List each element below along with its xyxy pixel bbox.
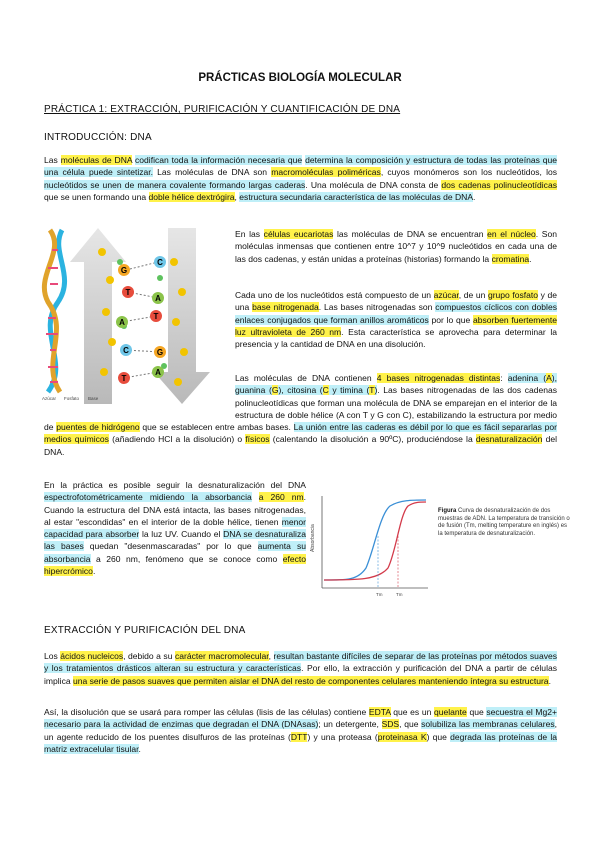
p7-segment: DTT — [290, 731, 308, 742]
p5-segment: . Cuando la estructura del DNA está intacta, las bases nitrogenadas, al estar "escondidas" en el interior de la doble hélice, tienen — [44, 492, 307, 527]
p4-segment: Las moléculas de DNA contienen — [235, 373, 377, 383]
p6-segment: , debido a su — [123, 651, 175, 661]
page-title: PRÁCTICAS BIOLOGÍA MOLECULAR — [198, 72, 402, 84]
p6-segment: resultan bastante difíciles de separar de las proteínas por métodos suaves y los tratamientos drásticos alteran su estructura y características — [44, 651, 557, 674]
p4-segment: del DNA. — [44, 434, 558, 457]
p7-segment: , un agente reducido de los puentes disulfuros de las proteínas ( — [44, 719, 557, 742]
p5-segment: quedan "desenmascaradas" por lo que — [83, 541, 258, 552]
svg-text:T: T — [125, 288, 131, 297]
paragraph-7 — [44, 706, 557, 755]
melting-curve-chart — [308, 492, 432, 604]
section-heading-practica-1: PRÁCTICA 1: EXTRACCIÓN, PURIFICACIÓN Y CUANTIFICACIÓN DE DNA — [44, 104, 401, 115]
chart-tm1: Tm — [376, 592, 383, 597]
p1-segment: . — [473, 191, 476, 202]
p2-segment: cromatina — [491, 253, 530, 264]
paragraph-5 — [44, 479, 306, 577]
p1-segment: moléculas de DNA — [60, 155, 133, 165]
paragraph-6 — [44, 650, 557, 687]
p2-segment: En las — [235, 229, 264, 239]
p2-segment: células eucariotas — [263, 229, 334, 239]
paragraph-1 — [44, 154, 557, 203]
p7-segment: ) que — [426, 731, 451, 742]
svg-text:A: A — [155, 368, 161, 377]
p5-segment: a 260 nm, fenómeno que se conoce como — [90, 553, 283, 564]
paragraph-3 — [235, 289, 557, 350]
p7-segment: SDS — [381, 719, 400, 730]
p1-segment: . Una molécula de DNA consta de — [305, 179, 442, 190]
p7-segment: quelante — [434, 707, 467, 717]
section-2-heading: EXTRACCIÓN Y PURIFICACIÓN DEL DNA — [44, 625, 246, 636]
p7-segment: ; un detergente, — [318, 719, 382, 730]
paragraph-2 — [235, 228, 557, 265]
svg-text:C: C — [123, 346, 129, 355]
p4-segment: La unión entre las caderas es débil por lo que es fácil separarlas por — [293, 422, 557, 433]
p4-segment: (añadiendo HCl a la disolución) o — [108, 434, 246, 445]
p4-segment: : — [500, 373, 508, 383]
p7-segment: Así, la disolución que se usará para romper las células (lisis de las células) contiene — [44, 707, 369, 717]
p3-segment: absorben fuertemente luz ultravioleta de 260 nm — [235, 314, 558, 337]
p5-segment — [252, 492, 259, 502]
p4-segment: A — [546, 373, 552, 383]
p1-segment: que se unen formando una — [44, 191, 149, 202]
p7-segment: , que — [399, 719, 422, 730]
p4-segment: (calentando la disolución a 90ºC), produciéndose la — [269, 434, 476, 445]
p4-segment: y timina ( — [328, 385, 370, 396]
p4-segment: ), citosina ( — [278, 385, 323, 396]
p4-segment: medios químicos — [44, 434, 109, 445]
p1-segment: macromoléculas poliméricas — [271, 167, 381, 178]
p5-segment: DNA se desnaturaliza las bases — [44, 529, 306, 552]
svg-text:A: A — [155, 294, 161, 303]
p4-segment: puentes de hidrógeno — [56, 422, 140, 433]
p7-segment: secuestra el Mg2+ necesario para la actividad de enzimas que degradan el DNA (DNAsas) — [44, 707, 558, 730]
svg-text:T: T — [153, 312, 159, 321]
p4-segment: ), guanina ( — [235, 373, 558, 396]
p3-segment: grupo fosfato — [487, 290, 539, 300]
p1-segment: codifican toda la información necesaria que — [135, 155, 303, 165]
p7-segment: ) y una proteasa ( — [307, 731, 378, 742]
p4-segment: adenina ( — [507, 373, 547, 383]
figure-caption — [438, 508, 570, 538]
p4-segment: que se establecen entre ambas bases. — [139, 422, 294, 433]
p4-segment: 4 bases nitrogenadas distintas — [376, 373, 501, 383]
p5-segment: aumenta su absorbancia — [44, 541, 306, 564]
legend-sugar: Azúcar — [42, 396, 57, 401]
p5-segment: espectrofotométricamente midiendo la absorbancia — [44, 492, 252, 503]
p6-segment: ácidos nucleicos — [60, 651, 124, 661]
p3-segment: y de una — [235, 290, 557, 313]
p2-segment: en el núcleo — [487, 229, 536, 239]
curve-sample-1 — [324, 500, 426, 580]
p6-segment: , — [268, 651, 274, 661]
svg-text:G: G — [156, 348, 164, 357]
p3-segment: base nitrogenada — [252, 302, 319, 313]
p3-segment: , de un — [458, 290, 488, 300]
chart-ylabel: Absorbancia — [310, 524, 316, 552]
p1-segment: , — [234, 191, 240, 202]
p3-segment: . Esta característica se aprovecha para determinar la presencia y la cantidad de DNA en una disolución. — [235, 326, 557, 350]
p4-segment: . Las bases nitrogenadas de las dos cadenas polinucleotídicas que forman una molécula de DNA se emparejan en el interior de la estructura de doble hélice (A con T y G con C), estabilizando la estructura por medio de — [44, 385, 558, 433]
p2-segment: . Son moléculas inmensas que contienen entre 10^7 y 10^9 nucleótidos en cada una de las dos cadenas, y están unidas a proteínas (historias) formando la — [235, 229, 557, 264]
p3-segment: compuestos cíclicos con dobles enlaces conjugados que forman anillos aromáticos — [235, 302, 557, 325]
p5-segment: menor capacidad para absorber — [44, 516, 306, 540]
p5-segment: la luz UV. Cuando el — [139, 529, 224, 540]
p7-segment: solubiliza las membranas celulares — [421, 719, 555, 730]
svg-text:T: T — [121, 374, 127, 383]
legend-phosphate: Fosfato — [64, 396, 80, 401]
p4-segment: T — [369, 385, 375, 396]
p1-segment: estructura secundaria característica de las moléculas de DNA — [239, 191, 474, 202]
p1-segment: doble hélice dextrógira — [148, 191, 235, 202]
svg-text:C: C — [157, 258, 163, 267]
p2-segment: . — [529, 253, 532, 264]
p7-segment: EDTA — [368, 707, 391, 717]
p1-segment: Las — [44, 155, 61, 165]
p6-segment: . Por ello, la extracción y purificación del DNA a partir de células implica — [44, 663, 557, 686]
p6-segment: Los — [44, 651, 61, 661]
p3-segment: Cada uno de los nucleótidos está compuesto de un — [235, 290, 434, 300]
p7-segment: proteinasa K — [377, 731, 427, 742]
p5-segment: efecto hipercrómico — [44, 553, 306, 577]
p1-segment: Las moléculas de DNA son — [153, 167, 272, 178]
p1-segment: dos cadenas polinucleotídicas — [441, 179, 557, 190]
svg-text:G: G — [120, 266, 128, 275]
p6-segment: carácter macromolecular — [174, 651, 269, 661]
p1-segment: nucleótidos se unen de manera covalente formando largas caderas — [44, 179, 306, 190]
figure-caption-text: Curva de desnaturalización de dos muestras de ADN. La temperatura de transición o de fusión (Tm, melting temperature en inglés) es la temperatura de desnaturalización. — [438, 508, 570, 537]
p3-segment: azúcar — [433, 290, 459, 300]
p5-segment: a 260 nm — [258, 492, 304, 503]
p4-segment: ) — [374, 385, 378, 396]
p5-segment: En la práctica es posible seguir la desnaturalización del DNA — [44, 480, 306, 490]
intro-heading: INTRODUCCIÓN: DNA — [44, 132, 152, 143]
p2-segment: las moléculas de DNA se encuentran — [333, 229, 488, 239]
paragraph-4 — [44, 372, 557, 458]
p5-segment: . — [92, 566, 96, 577]
p7-segment: . — [138, 743, 141, 754]
chart-tm2: Tm — [396, 592, 403, 597]
p3-segment: . Las bases nitrogenadas son — [318, 302, 436, 313]
svg-text:A: A — [119, 318, 125, 327]
p1-segment: , cuyos monómeros son los nucleótidos, los — [380, 167, 557, 178]
p4-segment: físicos — [245, 434, 270, 445]
p7-segment: degrada las proteínas de la matriz extracelular tisular — [44, 731, 557, 754]
p1-segment: determina la composición y estructura de todas las proteínas que una célula puede sintetizar. — [44, 155, 558, 178]
legend-base: Base — [88, 396, 99, 401]
p4-segment: G — [271, 385, 279, 396]
p6-segment: una serie de pasos suaves que permiten aislar el DNA del resto de componentes celulares manteniendo íntegra su estructura — [72, 675, 549, 686]
p7-segment: que — [466, 707, 487, 717]
p4-segment: desnaturalización — [475, 434, 543, 445]
p3-segment: por lo que — [428, 314, 474, 325]
p6-segment: . — [548, 675, 551, 686]
figure-caption-label: Figura — [438, 508, 457, 514]
p7-segment: que es un — [390, 707, 434, 717]
p4-segment: C — [322, 385, 329, 396]
